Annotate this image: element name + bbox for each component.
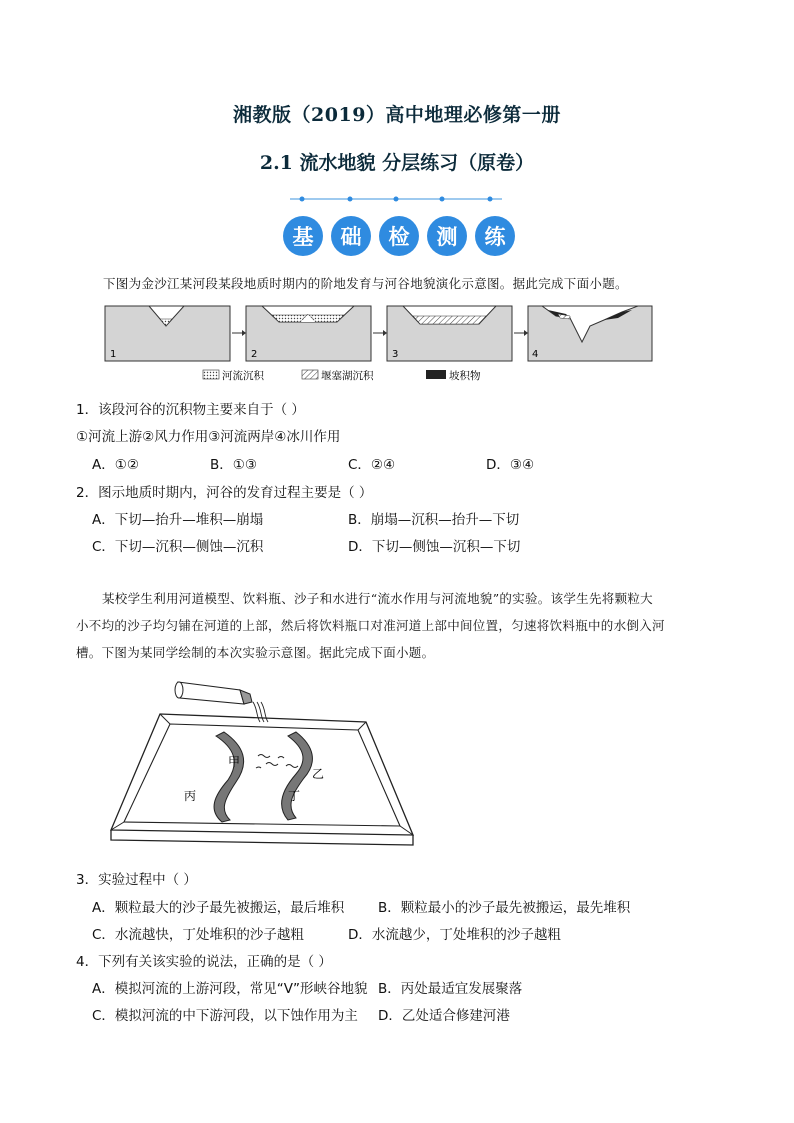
badge-char: 础 — [331, 216, 371, 256]
badge-char: 基 — [283, 216, 323, 256]
q4-option-a[interactable]: A．模拟河流的上游河段，常见“V”形峡谷地貌 — [92, 981, 368, 997]
intro-paragraph-2-line-1: 某校学生利用河道模型、饮料瓶、沙子和水进行“流水作用与河流地貌”的实验。该学生先将颗粒大 — [102, 591, 653, 606]
legend-label: 堰塞湖沉积 — [321, 370, 374, 382]
question-2-stem: 2．图示地质时期内，河谷的发育过程主要是（ ） — [76, 485, 373, 501]
intro-paragraph-2-line-3: 槽。下图为某同学绘制的本次实验示意图。据此完成下面小题。 — [76, 645, 435, 660]
experiment-tray-figure — [108, 670, 418, 850]
q4-option-c[interactable]: C．模拟河流的中下游河段，以下蚀作用为主 — [92, 1008, 358, 1024]
intro-paragraph-1: 下图为金沙江某河段某段地质时期内的阶地发育与河谷地貌演化示意图。据此完成下面小题。 — [103, 276, 628, 291]
q2-option-a[interactable]: A．下切—抬升—堆积—崩塌 — [92, 512, 264, 528]
bottle-icon — [175, 682, 252, 704]
figure1-legend — [203, 369, 481, 382]
decorative-dotted-line — [290, 196, 502, 202]
label-bing: 丙 — [184, 789, 197, 803]
q4-option-b[interactable]: B．丙处最适宜发展聚落 — [378, 981, 523, 997]
doc-subtitle: 2.1 流水地貌 分层练习（原卷） — [259, 152, 535, 174]
badge-char: 测 — [427, 216, 467, 256]
section-badges — [283, 216, 515, 256]
q2-option-d[interactable]: D．下切—侧蚀—沉积—下切 — [348, 539, 521, 555]
q1-option-d[interactable]: D．③④ — [486, 457, 535, 473]
badge-char: 检 — [379, 216, 419, 256]
badge-char: 练 — [475, 216, 515, 256]
question-1-stem: 1．该段河谷的沉积物主要来自于（ ） — [76, 402, 305, 418]
q1-option-c[interactable]: C．②④ — [348, 457, 396, 473]
panel-label: 4 — [532, 349, 539, 360]
label-ding: 丁 — [288, 789, 301, 803]
panel-label: 3 — [392, 349, 399, 360]
q4-option-d[interactable]: D．乙处适合修建河港 — [378, 1008, 510, 1024]
panel-3 — [387, 306, 512, 361]
q2-option-c[interactable]: C．下切—沉积—侧蚀—沉积 — [92, 539, 264, 555]
label-yi: 乙 — [312, 767, 325, 781]
doc-title: 湘教版（2019）高中地理必修第一册 — [233, 104, 561, 126]
panel-label: 2 — [251, 349, 258, 360]
panel-label: 1 — [110, 349, 117, 360]
q3-option-a[interactable]: A．颗粒最大的沙子最先被搬运，最后堆积 — [92, 900, 345, 916]
question-1-choices: ①河流上游②风力作用③河流两岸④冰川作用 — [76, 429, 341, 445]
question-3-stem: 3．实验过程中（ ） — [76, 872, 197, 888]
question-4-stem: 4．下列有关该实验的说法，正确的是（ ） — [76, 954, 332, 970]
valley-evolution-figure — [104, 302, 654, 390]
legend-label: 坡积物 — [449, 370, 481, 382]
intro-paragraph-2-line-2: 小不均的沙子均匀铺在河道的上部，然后将饮料瓶口对准河道上部中间位置，匀速将饮料瓶中的水倒入河 — [76, 618, 665, 633]
label-jia: 甲 — [228, 755, 241, 769]
panel-4 — [528, 306, 652, 361]
q3-option-d[interactable]: D．水流越少，丁处堆积的沙子越粗 — [348, 927, 561, 943]
q1-option-a[interactable]: A．①② — [92, 457, 139, 473]
legend-label: 河流沉积 — [222, 370, 264, 382]
q1-option-b[interactable]: B．①③ — [210, 457, 257, 473]
q2-option-b[interactable]: B．崩塌—沉积—抬升—下切 — [348, 512, 520, 528]
panel-2 — [246, 306, 371, 361]
q3-option-c[interactable]: C．水流越快，丁处堆积的沙子越粗 — [92, 927, 304, 943]
q3-option-b[interactable]: B．颗粒最小的沙子最先被搬运，最先堆积 — [378, 900, 631, 916]
panel-1 — [105, 306, 230, 361]
